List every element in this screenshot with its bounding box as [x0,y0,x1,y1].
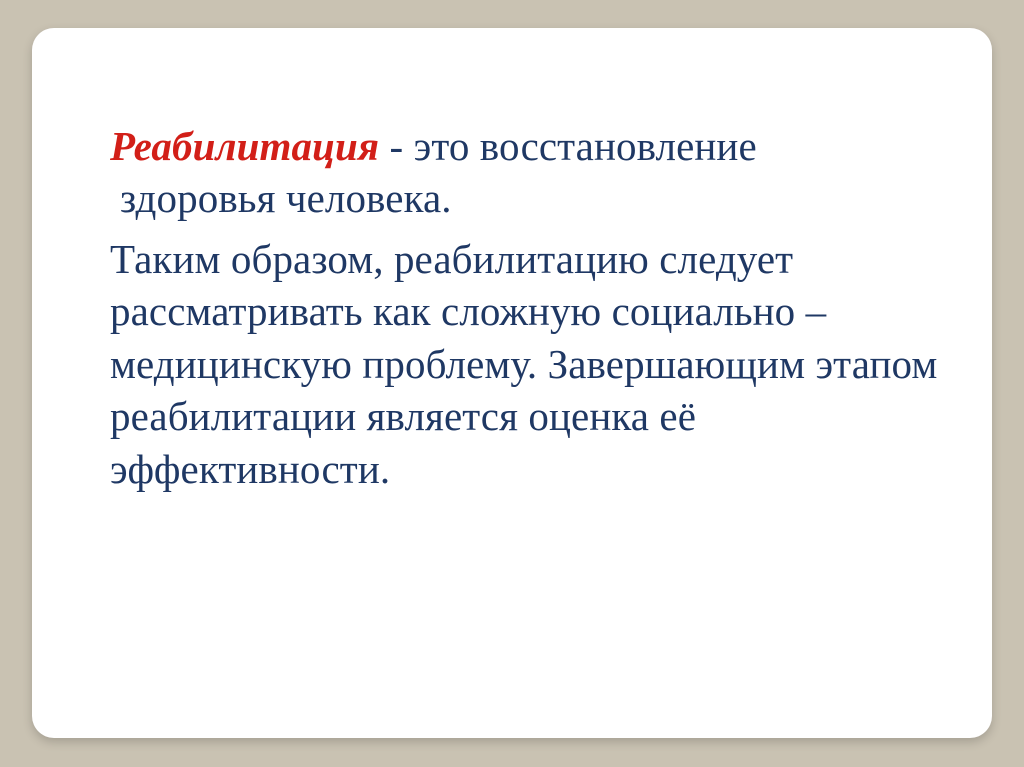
definition-line2: здоровья человека. [120,175,452,222]
slide-content [110,120,940,495]
body-paragraph: Таким образом, реабилитацию следует рассматривать как сложную социально – медицинскую проблему. Завершающим этапом реабилитации является оценка её эффективности. [110,235,938,492]
definition-paragraph [110,120,940,225]
definition-dash: - [389,123,404,169]
slide-card [32,28,992,738]
definition-term: Реабилитация [110,123,380,169]
definition-line1: это восстановление [413,123,757,169]
